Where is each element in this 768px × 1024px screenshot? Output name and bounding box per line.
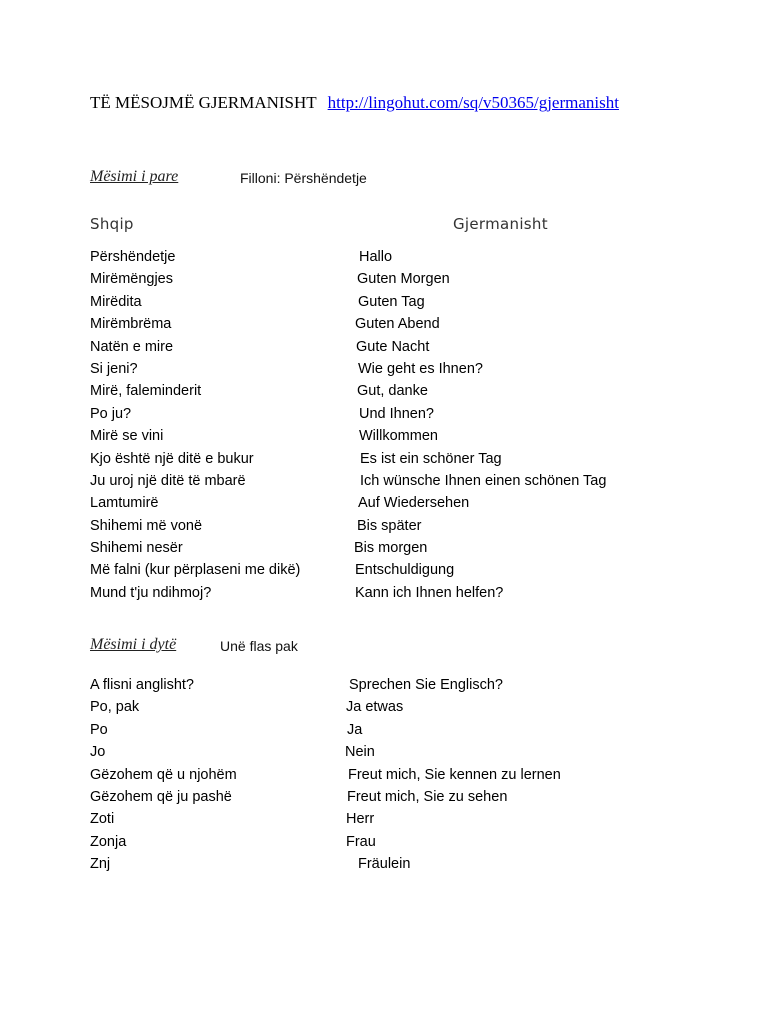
albanian-phrase: Jo [90,744,106,761]
albanian-phrase: Po ju? [90,405,132,422]
vocab-row [90,786,730,808]
german-phrase: Guten Tag [358,293,425,310]
lesson-2-title: Mësimi i dytë [90,636,177,653]
vocab-row [90,425,730,447]
german-phrase: Bis später [357,517,422,534]
lesson-2-subtitle: Unë flas pak [220,638,298,654]
albanian-phrase: Si jeni? [90,360,138,377]
lesson-2-vocabulary [90,674,730,876]
german-phrase: Guten Abend [355,316,440,333]
albanian-phrase: Mund t'ju ndihmoj? [90,584,212,601]
vocab-row [90,515,730,537]
vocab-row [90,246,730,268]
lesson-1-title: Mësimi i pare [90,168,179,185]
german-phrase: Ja etwas [346,699,404,716]
german-phrase: Ja [347,721,363,738]
column-header-german: Gjermanisht [453,215,548,233]
vocab-row [90,808,730,830]
german-phrase: Es ist ein schöner Tag [360,450,502,467]
vocab-row [90,403,730,425]
german-phrase: Hallo [359,249,393,265]
vocab-row [90,358,730,380]
albanian-phrase: Shihemi nesër [90,540,183,557]
german-phrase: Kann ich Ihnen helfen? [355,584,504,601]
german-phrase: Sprechen Sie Englisch? [349,677,503,693]
albanian-phrase: Gëzohem që u njohëm [90,766,237,783]
german-phrase: Entschuldigung [355,562,455,579]
vocab-row [90,741,730,763]
vocab-row [90,470,730,492]
german-phrase: Freut mich, Sie kennen zu lernen [348,766,561,783]
german-phrase: Wie geht es Ihnen? [358,360,483,377]
vocab-row [90,582,730,604]
albanian-phrase: Kjo është një ditë e bukur [90,450,254,467]
title-text: TË MËSOJMË GJERMANISHT [90,93,317,112]
lingohut-link[interactable]: http://lingohut.com/sq/v50365/gjermanisht [327,93,619,112]
vocab-row [90,336,730,358]
vocab-row [90,831,730,853]
vocab-row [90,853,730,875]
german-phrase: Bis morgen [354,540,428,557]
vocab-row [90,719,730,741]
albanian-phrase: Gëzohem që ju pashë [90,788,232,805]
albanian-phrase: Ju uroj një ditë të mbarë [90,472,246,489]
albanian-phrase: Mirëmëngjes [90,271,173,288]
vocab-row [90,448,730,470]
albanian-phrase: Më falni (kur përplaseni me dikë) [90,562,301,579]
german-phrase: Fräulein [358,856,411,873]
page-title [90,93,619,113]
albanian-phrase: Mirë se vini [90,428,164,445]
vocab-row [90,313,730,335]
vocab-row [90,492,730,514]
lesson-1-vocabulary [90,246,730,604]
albanian-phrase: A flisni anglisht? [90,677,194,693]
german-phrase: Willkommen [359,428,438,445]
german-phrase: Frau [346,833,376,850]
german-phrase: Freut mich, Sie zu sehen [347,788,508,805]
german-phrase: Gut, danke [357,383,428,400]
german-phrase: Und Ihnen? [359,405,434,422]
albanian-phrase: Po, pak [90,699,140,716]
albanian-phrase: Lamtumirë [90,495,159,512]
lesson-1-subtitle: Filloni: Përshëndetje [240,170,367,186]
german-phrase: Auf Wiedersehen [358,495,470,512]
german-phrase: Herr [346,811,375,828]
german-phrase: Gute Nacht [356,338,430,355]
vocab-row [90,696,730,718]
albanian-phrase: Natën e mire [90,338,174,355]
albanian-phrase: Mirëmbrëma [90,316,172,333]
column-header-albanian: Shqip [90,215,134,233]
albanian-phrase: Zoti [90,811,115,828]
german-phrase: Guten Morgen [357,271,450,288]
vocab-row [90,764,730,786]
albanian-phrase: Mirëdita [90,293,142,310]
vocab-row [90,291,730,313]
albanian-phrase: Zonja [90,833,127,850]
albanian-phrase: Mirë, faleminderit [90,383,202,400]
german-phrase: Nein [345,744,375,761]
vocab-row [90,380,730,402]
vocab-row [90,559,730,581]
albanian-phrase: Shihemi më vonë [90,517,203,534]
german-phrase: Ich wünsche Ihnen einen schönen Tag [360,472,607,489]
albanian-phrase: Përshëndetje [90,249,176,265]
vocab-row [90,268,730,290]
albanian-phrase: Po [90,721,108,738]
vocab-row [90,674,730,696]
albanian-phrase: Znj [90,856,111,873]
vocab-row [90,537,730,559]
